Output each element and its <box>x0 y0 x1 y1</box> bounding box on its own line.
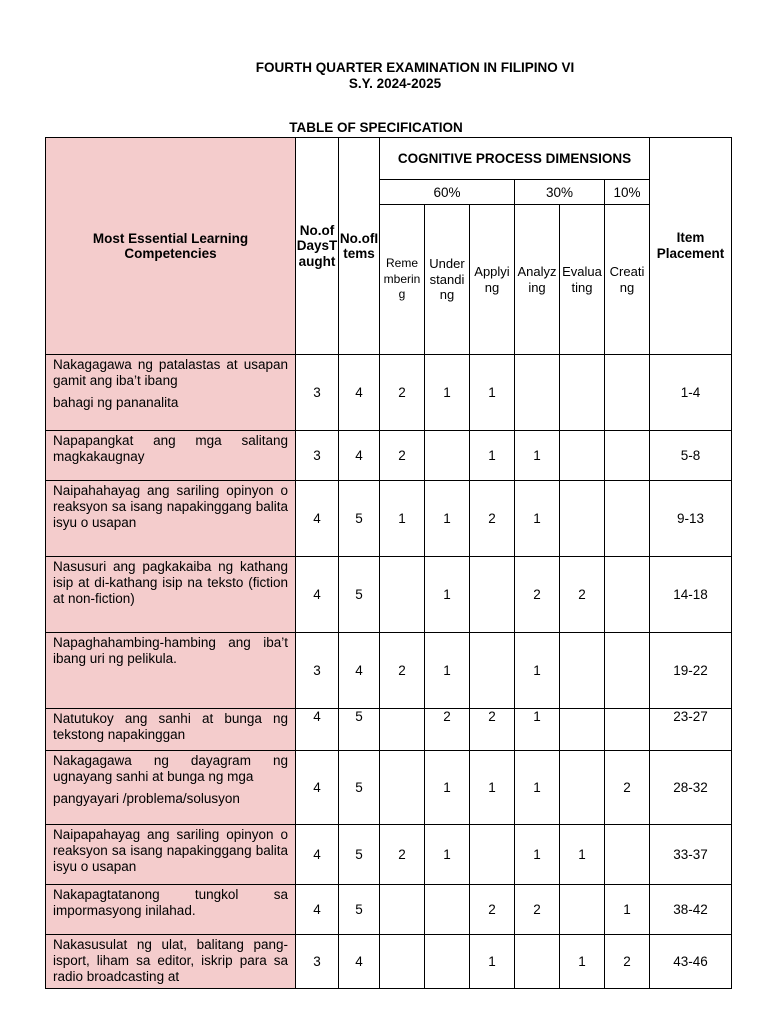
cell-ana: 1 <box>515 751 560 825</box>
cell-eva <box>560 709 605 751</box>
cell-placement: 1-4 <box>650 355 732 431</box>
cell-placement: 38-42 <box>650 885 732 935</box>
cell-items: 4 <box>339 935 380 989</box>
cell-und: 1 <box>425 355 470 431</box>
competency-text: Nakagagawa ng patalastas at usapan gamit ang iba’t ibang <box>53 357 288 388</box>
cell-und <box>425 431 470 481</box>
header-competencies: Most Essential Learning Competencies <box>46 138 296 355</box>
competency-cell <box>46 355 296 431</box>
header-evaluating: Evaluating <box>560 205 605 355</box>
cell-rem: 2 <box>380 825 425 885</box>
table-row <box>46 709 732 751</box>
cell-placement: 28-32 <box>650 751 732 825</box>
competency-text: Naipapahayag ang sariling opinyon o reaksyon sa isang napakinggang balita isyu o usapan <box>53 827 288 874</box>
competency-cell <box>46 633 296 709</box>
cell-rem: 1 <box>380 481 425 557</box>
header-no-items: No.ofItems <box>339 138 380 355</box>
cell-days: 4 <box>296 709 339 751</box>
cell-days: 3 <box>296 355 339 431</box>
cell-app: 1 <box>470 751 515 825</box>
cell-ana <box>515 935 560 989</box>
cell-cre <box>605 355 650 431</box>
cell-ana: 1 <box>515 481 560 557</box>
cell-und: 1 <box>425 825 470 885</box>
cell-ana: 1 <box>515 825 560 885</box>
table-row <box>46 481 732 557</box>
cell-ana: 2 <box>515 885 560 935</box>
cell-eva: 1 <box>560 935 605 989</box>
cell-app: 2 <box>470 709 515 751</box>
cell-ana: 1 <box>515 431 560 481</box>
cell-items: 5 <box>339 885 380 935</box>
cell-rem: 2 <box>380 355 425 431</box>
table-row <box>46 633 732 709</box>
header-pct-10: 10% <box>605 180 650 205</box>
competency-text: Nasusuri ang pagkakaiba ng kathang isip at di-kathang isip na teksto (fiction at non-fiction) <box>53 559 288 606</box>
table-row <box>46 825 732 885</box>
cell-eva <box>560 885 605 935</box>
competency-text: Nakagagawa ng dayagram ng ugnayang sanhi at bunga ng mga <box>53 753 288 784</box>
cell-eva: 1 <box>560 825 605 885</box>
cell-rem <box>380 885 425 935</box>
cell-rem: 2 <box>380 633 425 709</box>
header-creating: Creating <box>605 205 650 355</box>
cell-days: 4 <box>296 885 339 935</box>
cell-days: 3 <box>296 935 339 989</box>
cell-rem <box>380 935 425 989</box>
header-cognitive-dimensions: COGNITIVE PROCESS DIMENSIONS <box>380 138 650 180</box>
competency-cell <box>46 885 296 935</box>
cell-placement: 14-18 <box>650 557 732 633</box>
cell-eva <box>560 633 605 709</box>
cell-cre <box>605 825 650 885</box>
cell-ana: 1 <box>515 709 560 751</box>
competency-text: Napaghahambing-hambing ang iba’t ibang uri ng pelikula. <box>53 635 288 666</box>
cell-eva <box>560 431 605 481</box>
cell-ana: 2 <box>515 557 560 633</box>
competency-text: Naipahahayag ang sariling opinyon o reaksyon sa isang napakinggang balita isyu o usapan <box>53 483 288 530</box>
exam-title: FOURTH QUARTER EXAMINATION IN FILIPINO VI <box>255 60 575 75</box>
cell-items: 5 <box>339 825 380 885</box>
cell-days: 3 <box>296 633 339 709</box>
table-row <box>46 557 732 633</box>
cell-eva <box>560 751 605 825</box>
cell-items: 5 <box>339 557 380 633</box>
cell-cre <box>605 431 650 481</box>
cell-placement: 43-46 <box>650 935 732 989</box>
table-row <box>46 355 732 431</box>
school-year: S.Y. 2024-2025 <box>348 76 442 91</box>
cell-cre: 2 <box>605 751 650 825</box>
cell-cre <box>605 557 650 633</box>
cell-app: 1 <box>470 935 515 989</box>
cell-items: 4 <box>339 355 380 431</box>
cell-placement: 23-27 <box>650 709 732 751</box>
cell-items: 5 <box>339 481 380 557</box>
competency-cell <box>46 431 296 481</box>
header-understanding: Understanding <box>425 205 470 355</box>
cell-days: 4 <box>296 751 339 825</box>
competency-text-continued: bahagi ng pananalita <box>53 395 179 410</box>
competency-cell <box>46 825 296 885</box>
cell-app <box>470 557 515 633</box>
cell-cre: 1 <box>605 885 650 935</box>
header-pct-30: 30% <box>515 180 605 205</box>
competency-text: Natutukoy ang sanhi at bunga ng tekstong napakinggan <box>53 711 288 742</box>
cell-days: 4 <box>296 557 339 633</box>
header-days-taught: No.ofDaysTaught <box>296 138 339 355</box>
cell-und <box>425 935 470 989</box>
cell-und: 1 <box>425 751 470 825</box>
table-row <box>46 935 732 989</box>
cell-und: 2 <box>425 709 470 751</box>
header-pct-60: 60% <box>380 180 515 205</box>
cell-app: 2 <box>470 885 515 935</box>
header-item-placement: Item Placement <box>650 138 732 355</box>
table-row <box>46 885 732 935</box>
cell-days: 3 <box>296 431 339 481</box>
header-analyzing: Analyzing <box>515 205 560 355</box>
cell-cre: 2 <box>605 935 650 989</box>
cell-app: 2 <box>470 481 515 557</box>
table-row <box>46 431 732 481</box>
cell-und: 1 <box>425 633 470 709</box>
cell-items: 4 <box>339 633 380 709</box>
cell-app: 1 <box>470 355 515 431</box>
cell-eva <box>560 355 605 431</box>
header-remembering: Remembering <box>380 205 425 355</box>
cell-cre <box>605 481 650 557</box>
competency-text: Nakasusulat ng ulat, balitang pang-isport, liham sa editor, iskrip para sa radio broadcasting at <box>53 937 288 984</box>
table-title: TABLE OF SPECIFICATION <box>289 120 463 135</box>
cell-und: 1 <box>425 557 470 633</box>
cell-cre <box>605 633 650 709</box>
cell-placement: 33-37 <box>650 825 732 885</box>
cell-days: 4 <box>296 825 339 885</box>
competency-text: Nakapagtatanong tungkol sa impormasyong inilahad. <box>53 887 288 918</box>
cell-rem: 2 <box>380 431 425 481</box>
competency-cell <box>46 557 296 633</box>
cell-placement: 9-13 <box>650 481 732 557</box>
cell-rem <box>380 557 425 633</box>
cell-eva: 2 <box>560 557 605 633</box>
cell-items: 5 <box>339 709 380 751</box>
cell-ana: 1 <box>515 633 560 709</box>
competency-text-continued: pangyayari /problema/solusyon <box>53 791 240 806</box>
cell-app: 1 <box>470 431 515 481</box>
cell-cre <box>605 709 650 751</box>
cell-und: 1 <box>425 481 470 557</box>
cell-ana <box>515 355 560 431</box>
cell-eva <box>560 481 605 557</box>
header-applying: Applying <box>470 205 515 355</box>
specification-table <box>45 137 732 989</box>
competency-cell <box>46 751 296 825</box>
competency-cell <box>46 709 296 751</box>
cell-app <box>470 633 515 709</box>
cell-und <box>425 885 470 935</box>
cell-days: 4 <box>296 481 339 557</box>
cell-rem <box>380 751 425 825</box>
table-row <box>46 751 732 825</box>
cell-items: 4 <box>339 431 380 481</box>
cell-placement: 19-22 <box>650 633 732 709</box>
competency-text: Napapangkat ang mga salitang magkakaugnay <box>53 433 288 464</box>
cell-rem <box>380 709 425 751</box>
cell-items: 5 <box>339 751 380 825</box>
cell-placement: 5-8 <box>650 431 732 481</box>
competency-cell <box>46 935 296 989</box>
competency-cell <box>46 481 296 557</box>
cell-app <box>470 825 515 885</box>
